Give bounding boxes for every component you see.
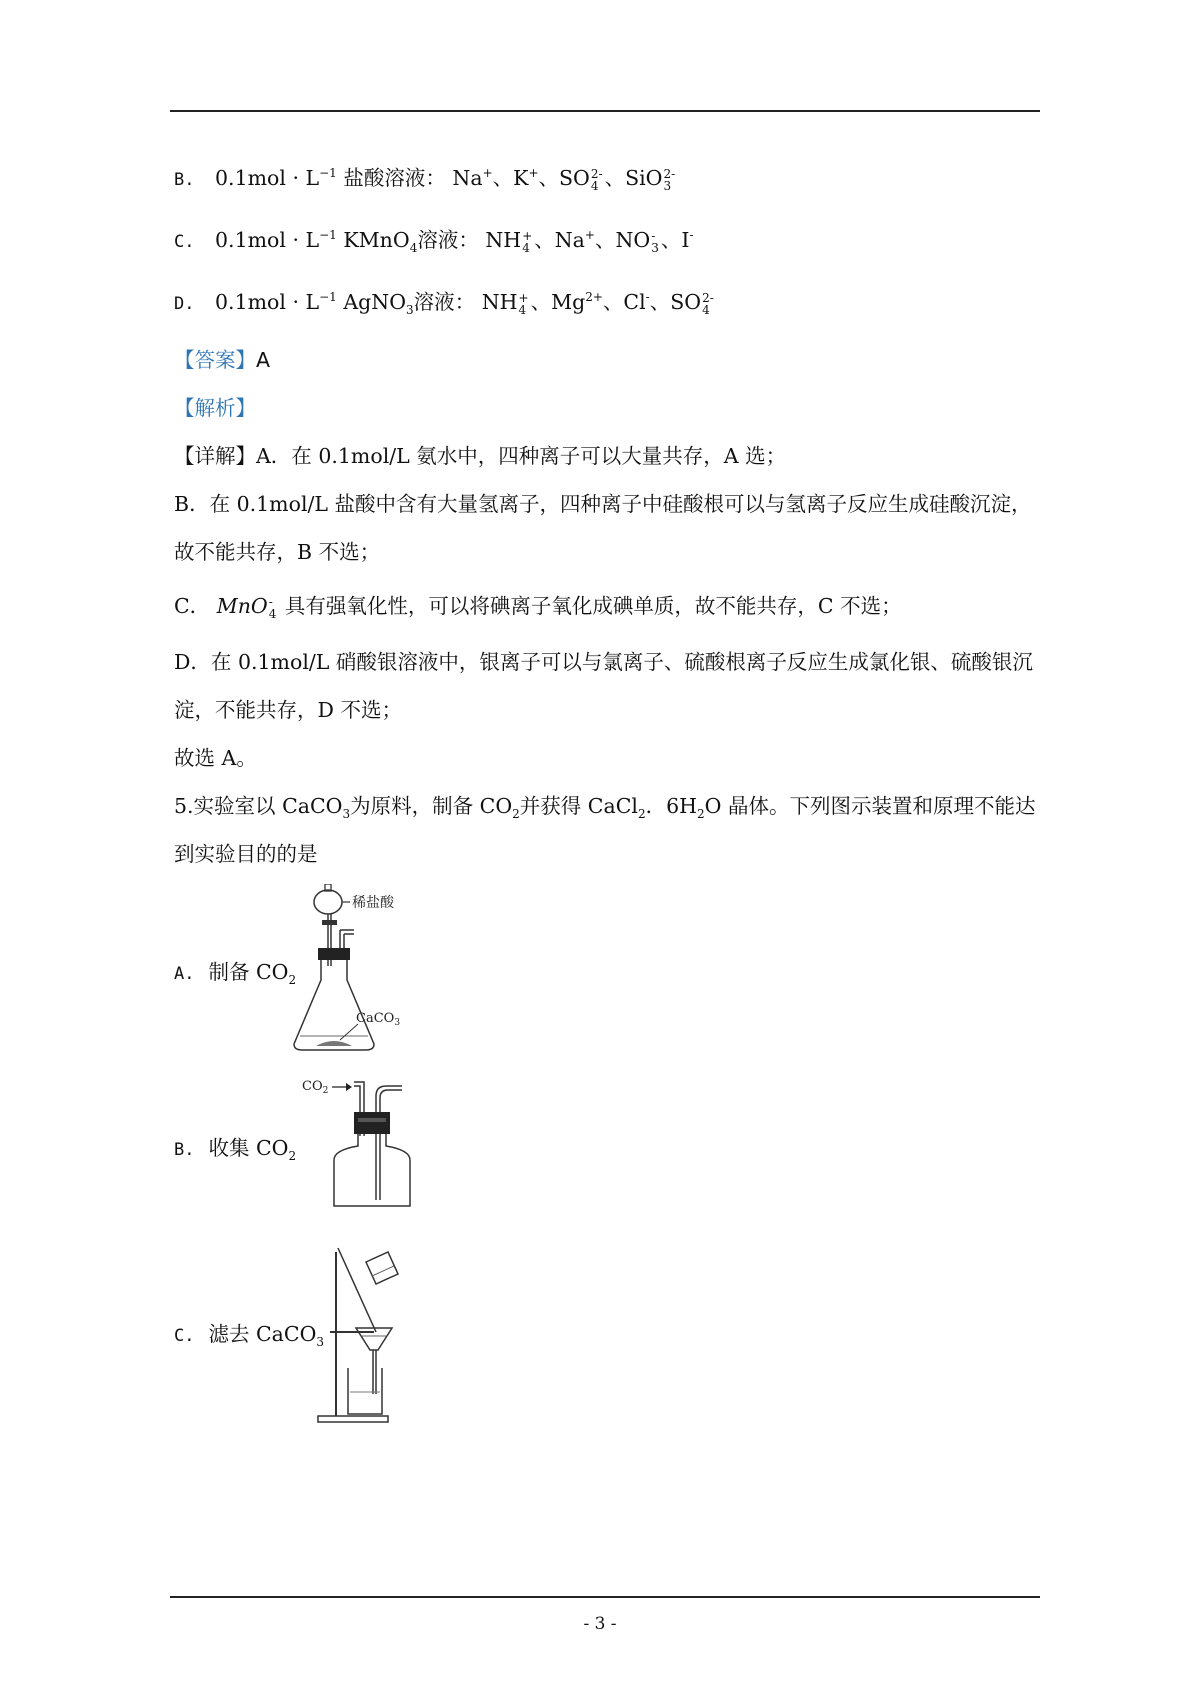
option-d-solution-pre: AgNO xyxy=(343,290,407,314)
q5-option-b: B. 收集 $CO_2$ xyxy=(174,1136,297,1164)
figure-co2-generator xyxy=(288,884,428,1054)
option-d-solution-sub: 3 xyxy=(406,303,414,318)
option-c-solution: 溶液： xyxy=(417,228,479,252)
analysis-tag: 【解析】 xyxy=(174,396,256,420)
header-rule xyxy=(170,110,1040,112)
question5-line2: 到实验目的的是 xyxy=(174,842,318,866)
q5-option-c: C. 滤去 CaCO$_3$ xyxy=(174,1322,325,1350)
figure-co2-collector xyxy=(302,1076,422,1210)
answer-value: A xyxy=(256,348,271,372)
option-c-unit-exp: −1 xyxy=(319,228,337,243)
explain-d2: 淀，不能共存，D 不选； xyxy=(174,698,402,722)
option-b-ions: Na+、K+、SO 2- 4 、SiO 2- 3 xyxy=(452,166,676,193)
option-d-unit-exp: −1 xyxy=(319,290,337,305)
option-d-solution: 溶液： xyxy=(413,290,476,314)
explain-c: C． MnO - 4 具有强氧化性，可以将碘离子氧化成碘单质，故不能共存，C 不选； xyxy=(174,594,902,621)
option-b-conc: 0.1mol · L xyxy=(215,166,320,190)
option-c-line xyxy=(174,226,694,256)
option-b-label: B. xyxy=(174,170,195,190)
option-c-label: C. xyxy=(174,232,195,252)
label-caco3: CaCO$_3$ xyxy=(356,1011,401,1028)
explain-d1: D．在 0.1mol/L 硝酸银溶液中，银离子可以与氯离子、硫酸根离子反应生成氯化银、硫酸银沉 xyxy=(174,650,1033,674)
permanganate-formula: MnO xyxy=(216,594,268,618)
option-c-solution-pre: KMnO xyxy=(343,228,410,252)
answer-line xyxy=(174,346,270,374)
answer-tag: 【答案】 xyxy=(174,348,256,372)
explain-tag: 【详解】 xyxy=(174,444,256,468)
option-b-solution: 盐酸溶液： xyxy=(343,166,446,190)
figure-filtration xyxy=(316,1244,406,1428)
option-c-solution-sub: 4 xyxy=(409,241,418,256)
label-co2-inlet: $CO_2$ xyxy=(302,1079,329,1096)
explain-b1: B．在 0.1mol/L 盐酸中含有大量氢离子，四种离子中硅酸根可以与氢离子反应生成硅酸沉淀， xyxy=(174,492,1032,516)
q5-option-a: A. 制备 $CO_2$ xyxy=(174,960,297,988)
analysis-line xyxy=(174,394,256,422)
option-d-label: D. xyxy=(174,294,195,314)
option-b-line xyxy=(174,164,677,194)
explain-conclusion: 故选 A。 xyxy=(174,746,257,770)
page-number: - 3 - xyxy=(583,1614,617,1634)
explain-a: 【详解】A．在 0.1mol/L 氨水中，四种离子可以大量共存，A 选； xyxy=(174,444,787,468)
option-c-conc: 0.1mol · L xyxy=(215,228,320,252)
label-dilute-hcl: 稀盐酸 xyxy=(352,895,394,911)
question5-line1: 5.实验室以 CaCO$_3$为原料，制备 $CO_2$并获得 CaCl$_2$．$6H_2O$ 晶体。下列图示装置和原理不能达 xyxy=(174,794,1036,822)
option-c-ions: NH + 4 、Na+、NO - 3 、I- xyxy=(485,228,694,255)
footer-rule xyxy=(170,1596,1040,1598)
explain-b2: 故不能共存，B 不选； xyxy=(174,540,381,564)
option-d-line xyxy=(174,288,716,318)
option-d-conc: 0.1mol · L xyxy=(215,290,320,314)
option-b-unit-exp: −1 xyxy=(319,166,337,181)
option-d-ions: NH + 4 、$Mg^{2+}$、Cl-、SO 2- 4 xyxy=(481,290,714,317)
